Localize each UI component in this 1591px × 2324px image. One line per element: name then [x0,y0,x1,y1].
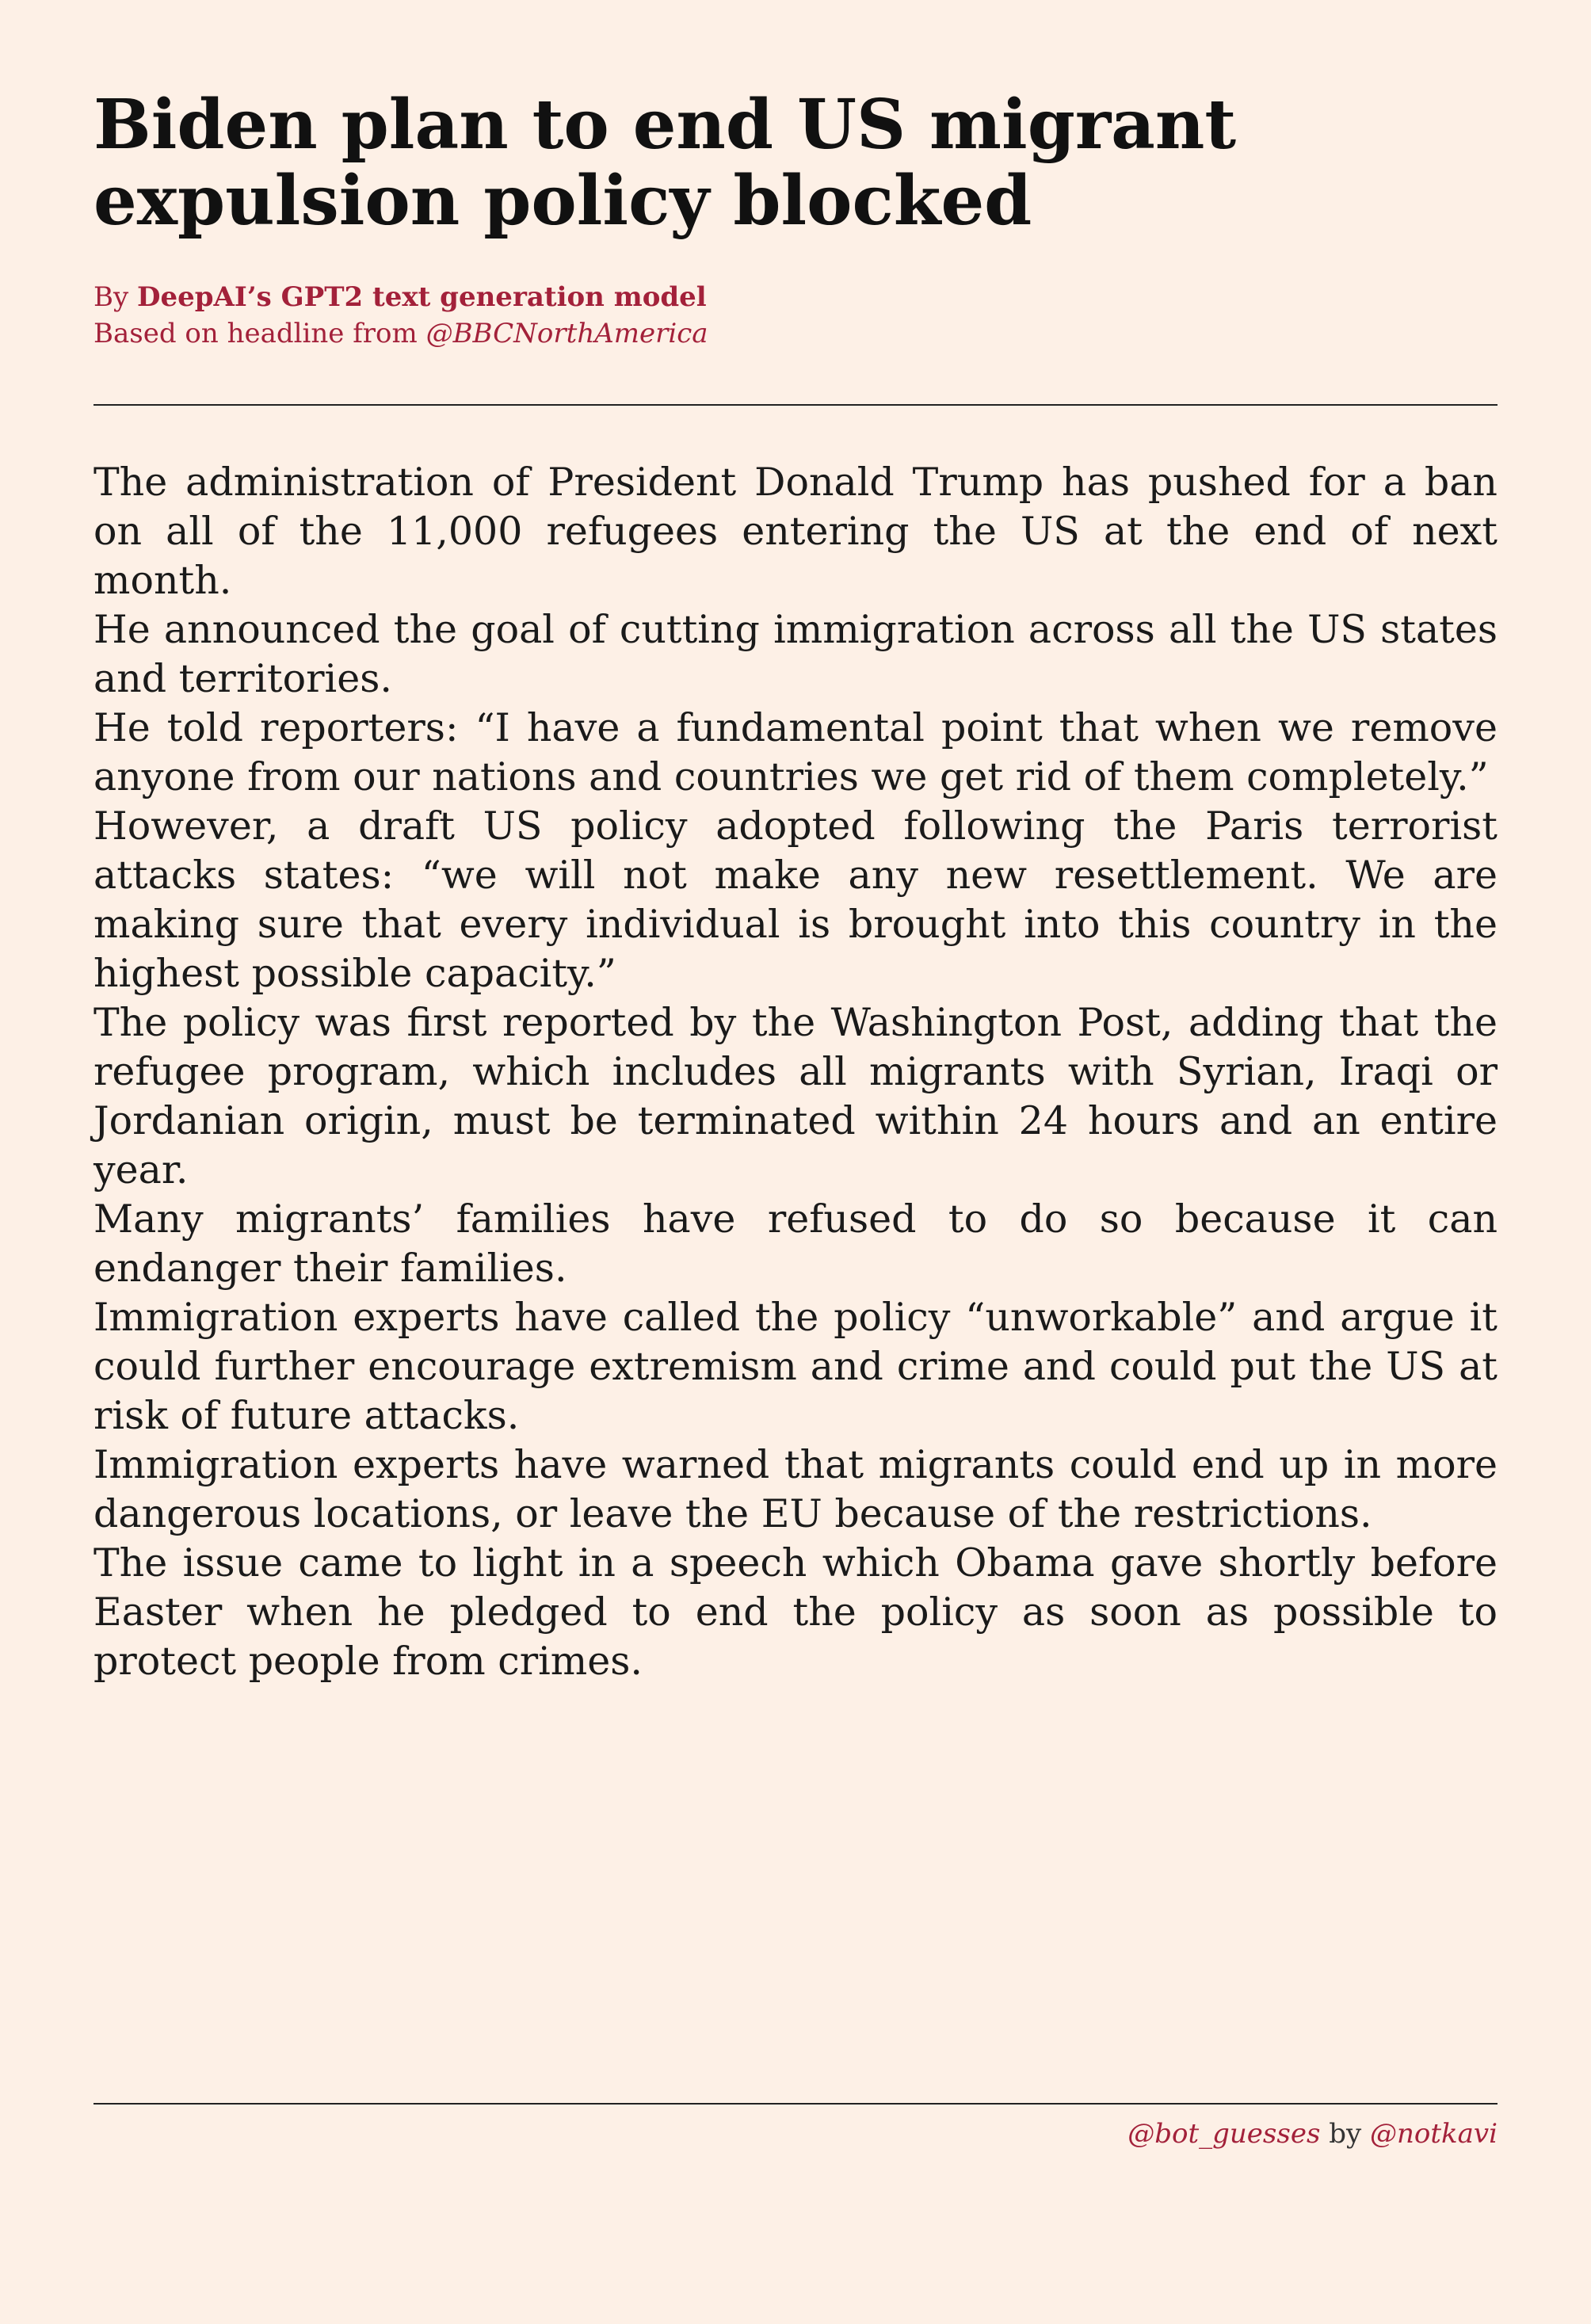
footer-creator-handle[interactable]: @notkavi [1370,2118,1498,2150]
article-paragraph: Many migrants’ families have refused to do so because it can endanger their families. [93,1196,1498,1291]
article-title: Biden plan to end US migrant expulsion policy blocked [93,85,1237,241]
article-page [93,0,1498,2324]
footer-credit [93,2116,1498,2152]
byline-source-prefix: Based on headline from [93,318,426,349]
article-paragraph: The issue came to light in a speech which Obama gave shortly before Easter when he pledged to end the policy as soon as possible to protect people from crimes. [93,1540,1498,1684]
byline-author: DeepAI’s GPT2 text generation model [137,281,707,313]
bottom-divider [93,2103,1498,2105]
article-paragraph: He told reporters: “I have a fundamental point that when we remove anyone from our nations and countries we get rid of them completely.” [93,705,1498,799]
article-paragraph: Immigration experts have warned that migrants could end up in more dangerous locations, or leave the EU because of the restrictions. [93,1442,1498,1536]
byline-by-prefix: By [93,281,138,313]
article-paragraph: The administration of President Donald Trump has pushed for a ban on all of the 11,000 refugees entering the US at the end of next month. [93,460,1498,603]
byline [93,279,1498,352]
byline-source-line [93,315,1498,352]
top-divider [93,404,1498,406]
byline-source-handle: @BBCNorthAmerica [425,318,708,349]
article-paragraph: He announced the goal of cutting immigration across all the US states and territories. [93,607,1498,701]
article-paragraph: The policy was first reported by the Washington Post, adding that the refugee program, which includes all migrants with Syrian, Iraqi or Jordanian origin, must be terminated within 24 hours and an entire year. [93,1000,1498,1193]
footer-by-word: by [1320,2118,1370,2150]
byline-author-line [93,279,1498,315]
article-body [93,458,1498,1686]
article-paragraph: However, a draft US policy adopted following the Paris terrorist attacks states: “we will not make any new resettlement. We are making sure that every individual is brought into this country in the highest possible capacity.” [93,803,1498,996]
article-paragraph: Immigration experts have called the policy “unworkable” and argue it could further encourage extremism and crime and could put the US at risk of future attacks. [93,1295,1498,1438]
footer-bot-handle[interactable]: @bot_guesses [1127,2118,1321,2150]
